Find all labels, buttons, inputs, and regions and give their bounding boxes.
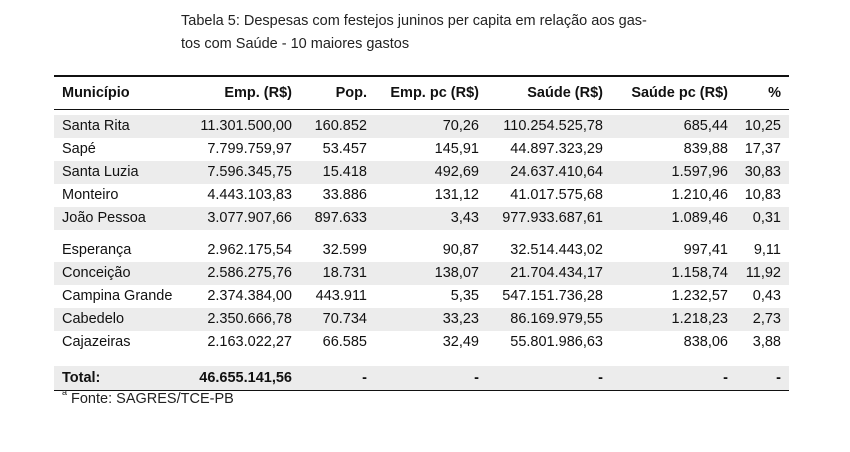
table-cell: 2.163.022,27 bbox=[207, 334, 292, 350]
table-cell: 3,88 bbox=[752, 334, 781, 350]
table-cell: 21.704.434,17 bbox=[487, 262, 611, 285]
table-row bbox=[54, 207, 789, 230]
table-header-row bbox=[54, 77, 789, 109]
table-row bbox=[54, 239, 789, 262]
col-header-saude: Saúde (R$) bbox=[527, 84, 603, 101]
table-cell: Conceição bbox=[54, 262, 186, 285]
table-cell: 53.457 bbox=[322, 141, 367, 157]
table-cell: 11,92 bbox=[736, 262, 789, 285]
table-total-row bbox=[54, 366, 789, 390]
table-cell: 5,35 bbox=[450, 288, 479, 304]
table-cell: 66.585 bbox=[322, 334, 367, 350]
table-row bbox=[54, 331, 789, 354]
table-cell: 44.897.323,29 bbox=[510, 141, 603, 157]
table-row bbox=[54, 161, 789, 184]
table-cell: 9,11 bbox=[753, 242, 781, 258]
table-cell: 110.254.525,78 bbox=[487, 115, 611, 138]
table-cell: 70.734 bbox=[300, 308, 375, 331]
table-row bbox=[54, 138, 789, 161]
table-row bbox=[54, 308, 789, 331]
table-cell: 3.077.907,66 bbox=[186, 207, 300, 230]
table-cell: 10,25 bbox=[736, 115, 789, 138]
table-cell: 7.596.345,75 bbox=[186, 161, 300, 184]
table-cell: 15.418 bbox=[300, 161, 375, 184]
table-row bbox=[54, 285, 789, 308]
total-cell: - bbox=[487, 366, 611, 390]
table-cell: 3,43 bbox=[375, 207, 487, 230]
table-cell: 32.514.443,02 bbox=[510, 242, 603, 258]
table-cell: Cajazeiras bbox=[62, 334, 131, 350]
total-cell: - bbox=[375, 366, 487, 390]
table-cell: 138,07 bbox=[375, 262, 487, 285]
table-cell: 0,43 bbox=[752, 288, 781, 304]
total-cell: - bbox=[736, 366, 789, 390]
table-row bbox=[54, 184, 789, 207]
total-cell: - bbox=[611, 366, 736, 390]
table-row bbox=[54, 262, 789, 285]
table-cell: 4.443.103,83 bbox=[207, 187, 292, 203]
table-cell: 145,91 bbox=[434, 141, 479, 157]
table-cell: 18.731 bbox=[300, 262, 375, 285]
table-cell: Santa Luzia bbox=[54, 161, 186, 184]
table-cell: 10,83 bbox=[744, 187, 781, 203]
table-cell: 86.169.979,55 bbox=[487, 308, 611, 331]
expenses-table bbox=[54, 77, 789, 109]
table-cell: 1.232,57 bbox=[671, 288, 728, 304]
data-table-container bbox=[54, 75, 789, 391]
table-cell: 492,69 bbox=[375, 161, 487, 184]
table-cell: 2.962.175,54 bbox=[207, 242, 292, 258]
table-cell: 32.599 bbox=[322, 242, 367, 258]
table-cell: 685,44 bbox=[611, 115, 736, 138]
table-cell: 547.151.736,28 bbox=[502, 288, 603, 304]
table-cell: 1.218,23 bbox=[611, 308, 736, 331]
table-cell: 33.886 bbox=[322, 187, 367, 203]
table-cell: 17,37 bbox=[744, 141, 781, 157]
col-header-municipio: Município bbox=[62, 84, 130, 101]
caption-line-1: Tabela 5: Despesas com festejos juninos per capita em relação aos gas- bbox=[181, 13, 647, 29]
table-cell: 838,06 bbox=[683, 334, 728, 350]
table-cell: 55.801.986,63 bbox=[510, 334, 603, 350]
col-header-percent: % bbox=[768, 84, 781, 101]
table-cell: 11.301.500,00 bbox=[186, 115, 300, 138]
table-cell: Santa Rita bbox=[54, 115, 186, 138]
footnote-text: Fonte: SAGRES/TCE-PB bbox=[71, 390, 234, 407]
table-cell: 997,41 bbox=[683, 242, 728, 258]
table-cell: 2.374.384,00 bbox=[207, 288, 292, 304]
table-cell: Monteiro bbox=[62, 187, 119, 203]
table-cell: 2.586.275,76 bbox=[186, 262, 300, 285]
table-cell: 0,31 bbox=[736, 207, 789, 230]
col-header-saude-pc: Saúde pc (R$) bbox=[631, 84, 728, 101]
table-cell: Campina Grande bbox=[62, 288, 173, 304]
table-cell: 2,73 bbox=[736, 308, 789, 331]
expenses-table-body bbox=[54, 110, 789, 390]
table-cell: 160.852 bbox=[300, 115, 375, 138]
table-cell: 443.911 bbox=[315, 288, 367, 304]
table-row bbox=[54, 115, 789, 138]
table-cell: João Pessoa bbox=[54, 207, 186, 230]
caption-line-2: tos com Saúde - 10 maiores gastos bbox=[181, 36, 410, 52]
col-header-emp: Emp. (R$) bbox=[224, 84, 292, 101]
table-caption bbox=[181, 10, 681, 56]
total-cell: 46.655.141,56 bbox=[186, 366, 300, 390]
table-cell: 90,87 bbox=[442, 242, 479, 258]
table-cell: Esperança bbox=[62, 242, 132, 258]
table-cell: 897.633 bbox=[300, 207, 375, 230]
table-cell: 24.637.410,64 bbox=[487, 161, 611, 184]
table-cell: 7.799.759,97 bbox=[207, 141, 292, 157]
table-cell: 70,26 bbox=[375, 115, 487, 138]
table-cell: 1.210,46 bbox=[671, 187, 728, 203]
col-header-emp-pc: Emp. pc (R$) bbox=[390, 84, 479, 101]
table-cell: 1.597,96 bbox=[611, 161, 736, 184]
table-cell: 131,12 bbox=[434, 187, 479, 203]
table-cell: 839,88 bbox=[683, 141, 728, 157]
footnote bbox=[62, 389, 234, 407]
table-cell: Cabedelo bbox=[54, 308, 186, 331]
footnote-marker: a bbox=[62, 387, 68, 397]
total-cell: Total: bbox=[54, 366, 186, 390]
table-cell: 2.350.666,78 bbox=[186, 308, 300, 331]
table-cell: 1.158,74 bbox=[611, 262, 736, 285]
table-cell: 33,23 bbox=[375, 308, 487, 331]
table-cell: 30,83 bbox=[736, 161, 789, 184]
col-header-pop: Pop. bbox=[335, 84, 367, 101]
total-cell: - bbox=[300, 366, 375, 390]
table-cell: Sapé bbox=[62, 141, 96, 157]
table-cell: 977.933.687,61 bbox=[487, 207, 611, 230]
table-cell: 41.017.575,68 bbox=[510, 187, 603, 203]
table-cell: 32,49 bbox=[442, 334, 479, 350]
table-cell: 1.089,46 bbox=[611, 207, 736, 230]
